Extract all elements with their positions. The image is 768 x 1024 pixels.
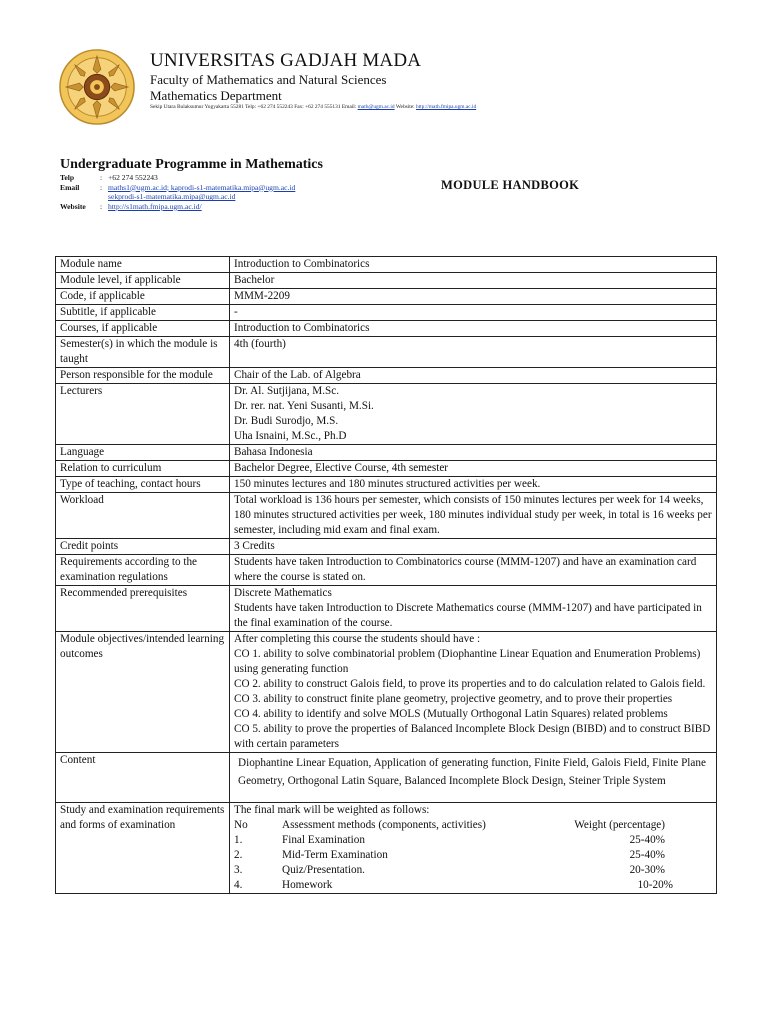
row-key: Content: [56, 753, 230, 803]
value-line: -: [234, 306, 238, 318]
table-row: [56, 539, 717, 555]
contact-separator: :: [100, 201, 103, 211]
table-row: [56, 368, 717, 384]
row-value: [230, 477, 717, 493]
address-text: Sekip Utara Bulaksumur Yogyakarta 55281 Telp: +62 274 552243 Fax: +62 274 555131 Email:: [150, 104, 357, 110]
ugm-logo: [58, 48, 136, 126]
contact-email: [60, 183, 295, 193]
row-value: [230, 289, 717, 305]
address-email-link[interactable]: math@ugm.ac.id: [357, 104, 395, 110]
row-key: Relation to curriculum: [56, 461, 230, 477]
value-line: CO 3. ability to construct finite plane geometry, projective geometry, and to prove their properties: [234, 693, 673, 705]
assessment-row: [234, 863, 713, 878]
table-row: [56, 461, 717, 477]
value-line: 150 minutes lectures and 180 minutes structured activities per week.: [234, 478, 541, 490]
row-key: Lecturers: [56, 384, 230, 445]
assessment-cell: 20-30%: [629, 864, 665, 876]
row-value: [230, 445, 717, 461]
row-key: Language: [56, 445, 230, 461]
contact-email-link[interactable]: maths1@ugm.ac.id; kaprodi-s1-matematika.mipa@ugm.ac.id: [108, 182, 296, 192]
row-key: Person responsible for the module: [56, 368, 230, 384]
row-value: [230, 337, 717, 368]
assessment-cell: Homework: [282, 879, 333, 891]
value-line: CO 2. ability to construct Galois field, to prove its properties and to do calculation related to Galois field.: [234, 678, 706, 690]
assessment-cell: 3.: [234, 864, 243, 876]
assessment-cell: 25-40%: [629, 834, 665, 846]
table-row: [56, 289, 717, 305]
row-value: [230, 368, 717, 384]
contact-website-link[interactable]: http://s1math.fmipa.ugm.ac.id/: [108, 201, 202, 211]
content-value: Diophantine Linear Equation, Application of generating function, Finite Field, Galois Field, Finite Plane Geometry, Orthogonal Latin Square, Balanced Incomplete Block Design, Steiner Triple System: [230, 753, 717, 803]
assessment-cell: Final Examination: [282, 834, 365, 846]
row-value: [230, 555, 717, 586]
table-row: [56, 305, 717, 321]
value-line: Total workload is 136 hours per semester, which consists of 150 minutes lectures per week for 14 weeks, 180 minutes structured activities per week, 180 minutes individual study per week, in total is 16 weeks per semester, including mid exam and final exam.: [234, 494, 712, 536]
assessment-cell: 25-40%: [629, 849, 665, 861]
assessment-row: [234, 848, 713, 863]
department-name: Mathematics Department: [150, 88, 282, 103]
row-key: Code, if applicable: [56, 289, 230, 305]
table-row: [56, 321, 717, 337]
value-line: CO 4. ability to identify and solve MOLS (Mutually Orthogonal Latin Squares) related problems: [234, 708, 668, 720]
row-key: Module name: [56, 257, 230, 273]
assessment-header-cell: No: [234, 819, 248, 831]
table-row: [56, 477, 717, 493]
assessment-intro: The final mark will be weighted as follows:: [234, 804, 430, 816]
row-value: [230, 384, 717, 445]
row-key: Study and examination requirements and forms of examination: [56, 803, 230, 894]
value-line: Dr. Al. Sutjijana, M.Sc.: [234, 385, 340, 397]
value-line: Dr. Budi Surodjo, M.S.: [234, 415, 339, 427]
row-key: Recommended prerequisites: [56, 586, 230, 632]
row-value: [230, 586, 717, 632]
row-key: Requirements according to the examination regulations: [56, 555, 230, 586]
row-value: [230, 493, 717, 539]
module-table-body: [56, 257, 717, 894]
row-value: [230, 539, 717, 555]
row-key: Credit points: [56, 539, 230, 555]
programme-title: Undergraduate Programme in Mathematics: [60, 157, 323, 172]
university-name: UNIVERSITAS GADJAH MADA: [150, 50, 422, 71]
value-line: CO 5. ability to prove the properties of Balanced Incomplete Block Design (BIBD) and to construct BIBD with certain parameters: [234, 723, 711, 750]
table-row-content: [56, 753, 717, 803]
value-line: Introduction to Combinatorics: [234, 258, 370, 270]
value-line: Bachelor Degree, Elective Course, 4th semester: [234, 462, 449, 474]
value-line: Students have taken Introduction to Combinatorics course (MMM-1207) and have an examination card where the course is stated on.: [234, 556, 697, 583]
assessment-value: [230, 803, 717, 894]
assessment-header-cell: Weight (percentage): [574, 819, 665, 831]
row-key: Type of teaching, contact hours: [56, 477, 230, 493]
row-key: Semester(s) in which the module is taught: [56, 337, 230, 368]
value-line: 4th (fourth): [234, 338, 286, 350]
value-line: Dr. rer. nat. Yeni Susanti, M.Si.: [234, 400, 374, 412]
assessment-cell: 1.: [234, 834, 243, 846]
contact-website: [60, 202, 295, 212]
value-line: Discrete Mathematics: [234, 587, 332, 599]
contact-telp-value: +62 274 552243: [108, 173, 158, 182]
value-line: CO 1. ability to solve combinatorial problem (Diophantine Linear Equation and Enumeration Problems) using generating function: [234, 648, 701, 675]
table-row: [56, 555, 717, 586]
value-line: Students have taken Introduction to Discrete Mathematics course (MMM-1207) and have participated in the final examination of the course.: [234, 602, 702, 629]
assessment-cell: 2.: [234, 849, 243, 861]
contact-separator: :: [100, 182, 103, 192]
row-value: [230, 257, 717, 273]
value-line: Bachelor: [234, 274, 275, 286]
assessment-header-cell: Assessment methods (components, activities): [282, 819, 486, 831]
table-row-assessment: [56, 803, 717, 894]
table-row: [56, 337, 717, 368]
value-line: Chair of the Lab. of Algebra: [234, 369, 361, 381]
value-line: Bahasa Indonesia: [234, 446, 313, 458]
value-line: Introduction to Combinatorics: [234, 322, 370, 334]
contact-block: [60, 173, 295, 211]
contact-label: Telp: [60, 173, 75, 182]
row-value: [230, 273, 717, 289]
assessment-cell: Quiz/Presentation.: [282, 864, 365, 876]
value-line: After completing this course the students should have :: [234, 633, 481, 645]
address-website-link[interactable]: http://math.fmipa.ugm.ac.id: [415, 104, 477, 110]
table-row: [56, 384, 717, 445]
faculty-name: Faculty of Mathematics and Natural Sciences: [150, 72, 387, 87]
contact-label: Website: [60, 201, 86, 211]
value-line: 3 Credits: [234, 540, 275, 552]
row-key: Courses, if applicable: [56, 321, 230, 337]
assessment-cell: 10-20%: [637, 879, 673, 891]
contact-email-link-2[interactable]: sekprodi-s1-matematika.mipa@ugm.ac.id: [108, 192, 236, 202]
assessment-cell: 4.: [234, 879, 243, 891]
assessment-row: [234, 833, 713, 848]
row-value: [230, 321, 717, 337]
table-row: [56, 257, 717, 273]
address-line: [150, 104, 476, 110]
value-line: Uha Isnaini, M.Sc., Ph.D: [234, 430, 347, 442]
contact-label: Email: [60, 182, 80, 192]
table-row: [56, 445, 717, 461]
assessment-header: [234, 818, 713, 833]
contact-separator: :: [100, 173, 103, 182]
table-row: [56, 493, 717, 539]
row-value: [230, 305, 717, 321]
row-value: [230, 632, 717, 753]
address-website-label: Website:: [395, 104, 415, 110]
handbook-title: MODULE HANDBOOK: [441, 178, 580, 192]
row-key: Subtitle, if applicable: [56, 305, 230, 321]
assessment-table: [234, 818, 713, 893]
row-value: [230, 461, 717, 477]
table-row: [56, 273, 717, 289]
module-table: [55, 256, 717, 894]
assessment-cell: Mid-Term Examination: [282, 849, 388, 861]
row-key: Module objectives/intended learning outcomes: [56, 632, 230, 753]
contact-telp: [60, 173, 295, 183]
table-row: [56, 586, 717, 632]
table-row: [56, 632, 717, 753]
value-line: MMM-2209: [234, 290, 290, 302]
row-key: Module level, if applicable: [56, 273, 230, 289]
assessment-row: [234, 878, 713, 893]
contact-email-2: [60, 192, 295, 202]
row-key: Workload: [56, 493, 230, 539]
